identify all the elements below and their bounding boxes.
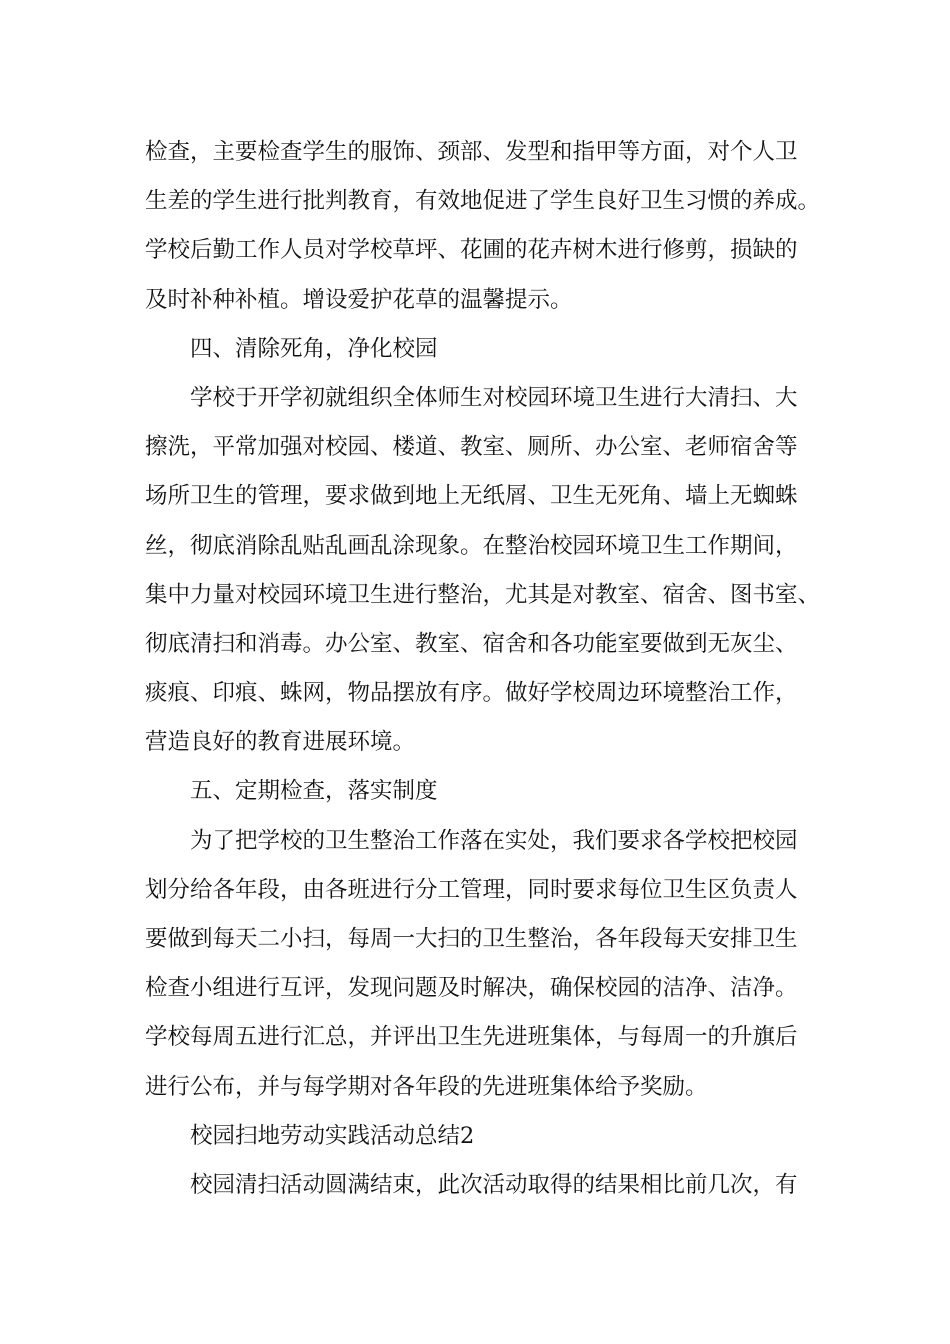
text-line: 擦洗，平常加强对校园、楼道、教室、厕所、办公室、老师宿舍等 xyxy=(145,434,798,461)
text-line: 检查，主要检查学生的服饰、颈部、发型和指甲等方面，对个人卫 xyxy=(145,139,798,165)
text-line: 五、定期检查，落实制度 xyxy=(190,778,438,805)
text-line: 检查小组进行互评，发现问题及时解决，确保校园的洁净、洁净。 xyxy=(145,975,798,1002)
text-line: 营造良好的教育进展环境。 xyxy=(145,729,416,756)
text-line: 场所卫生的管理，要求做到地上无纸屑、卫生无死角、墙上无蜘蛛 xyxy=(145,483,798,510)
text-line: 痰痕、印痕、蛛网，物品摆放有序。做好学校周边环境整治工作， xyxy=(145,680,798,707)
text-line: 为了把学校的卫生整治工作落在实处，我们要求各学校把校园 xyxy=(190,827,798,854)
text-line: 生差的学生进行批判教育，有效地促进了学生良好卫生习惯的养成。 xyxy=(145,188,821,215)
text-line: 集中力量对校园环境卫生进行整治，尤其是对教室、宿舍、图书室、 xyxy=(145,581,821,608)
text-line: 彻底清扫和消毒。办公室、教室、宿舍和各功能室要做到无灰尘、 xyxy=(145,630,798,657)
text-line: 四、清除死角，净化校园 xyxy=(190,335,438,362)
text-line: 要做到每天二小扫，每周一大扫的卫生整治，各年段每天安排卫生 xyxy=(145,926,798,952)
text-line: 校园清扫活动圆满结束，此次活动取得的结果相比前几次，有 xyxy=(190,1171,798,1198)
text-line: 学校后勤工作人员对学校草坪、花圃的花卉树木进行修剪，损缺的 xyxy=(145,237,798,264)
text-line: 划分给各年段，由各班进行分工管理，同时要求每位卫生区负责人 xyxy=(145,876,798,903)
text-line: 丝，彻底消除乱贴乱画乱涂现象。在整治校园环境卫生工作期间， xyxy=(145,532,798,559)
text-line: 学校每周五进行汇总，并评出卫生先进班集体，与每周一的升旗后 xyxy=(145,1024,798,1051)
text-line: 学校于开学初就组织全体师生对校园环境卫生进行大清扫、大 xyxy=(190,384,798,411)
text-line: 进行公布，并与每学期对各年段的先进班集体给予奖励。 xyxy=(145,1073,708,1100)
text-line: 校园扫地劳动实践活动总结2 xyxy=(190,1122,475,1149)
text-line: 及时补种补植。增设爱护花草的温馨提示。 xyxy=(145,286,573,313)
document-body xyxy=(145,128,825,1210)
